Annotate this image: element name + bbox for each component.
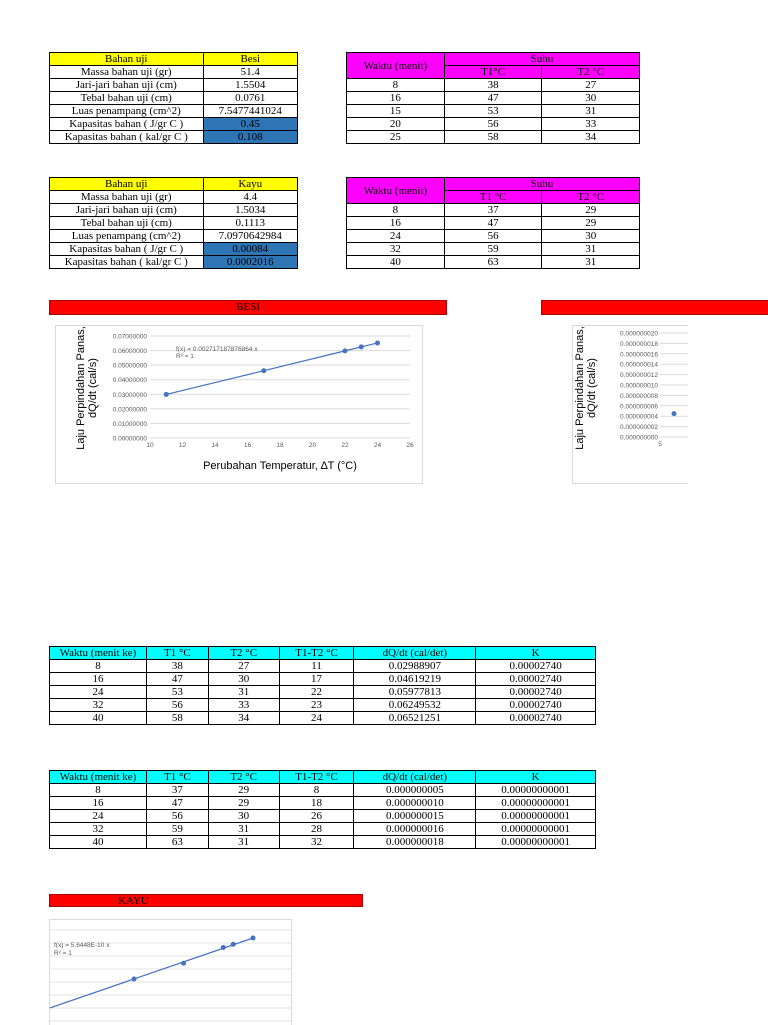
besi-section-bar: BESI <box>49 300 447 315</box>
cell: 59 <box>146 823 208 836</box>
x-tick-label: 12 <box>178 442 187 449</box>
besi-results-table <box>49 646 596 725</box>
table-row <box>50 204 298 217</box>
cell: 30 <box>542 230 640 243</box>
cell: 11 <box>279 660 354 673</box>
y-tick-label: 0.04000000 <box>112 377 147 385</box>
table-row <box>50 66 298 79</box>
table-row <box>50 823 596 836</box>
kayu-temperature-table <box>346 177 640 269</box>
t1-header: T1 °C <box>444 191 542 204</box>
value-cell: 4.4 <box>203 191 298 204</box>
cell: 0.000000018 <box>354 836 476 849</box>
cell: 0.000000016 <box>354 823 476 836</box>
cell: 16 <box>50 797 147 810</box>
cell: 53 <box>146 686 208 699</box>
table-row <box>347 92 640 105</box>
cell: 32 <box>50 823 147 836</box>
header-cell: T2 °C <box>208 647 279 660</box>
cell: 15 <box>347 105 445 118</box>
cell: 40 <box>347 256 445 269</box>
cell: 29 <box>208 797 279 810</box>
y-tick-label: 0.000000004 <box>620 413 658 421</box>
value-cell: 0.0002016 <box>203 256 298 269</box>
x-tick-label: 26 <box>406 442 414 449</box>
table-row <box>50 191 298 204</box>
table-row <box>50 673 596 686</box>
cell: 0.00000000001 <box>476 797 596 810</box>
table-row <box>347 243 640 256</box>
value-cell: 0.108 <box>203 131 298 144</box>
t2-header: T2 °C <box>542 66 640 79</box>
table-row <box>347 105 640 118</box>
y-tick-label: 0.000000010 <box>620 382 658 390</box>
table-row <box>50 686 596 699</box>
table-row <box>50 118 298 131</box>
y-tick-label: 0.02000000 <box>112 406 147 414</box>
y-axis-label-line1: Laju Perpindahan Panas, <box>574 326 586 450</box>
cell: 34 <box>542 131 640 144</box>
x-axis-label: Perubahan Temperatur, ∆T (°C) <box>203 460 357 472</box>
y-tick-label: 0.00000000 <box>112 435 147 443</box>
trendline-equation: f(x) = 5.6448E-10 x <box>54 942 110 949</box>
header-cell: Besi <box>203 53 298 66</box>
data-point <box>343 348 348 353</box>
cell: 24 <box>347 230 445 243</box>
cell: 0.00002740 <box>476 712 596 725</box>
table-header-row <box>50 771 596 784</box>
besi-properties-table <box>49 52 298 144</box>
cell: 0.00002740 <box>476 673 596 686</box>
table-row <box>50 660 596 673</box>
y-tick-label: 0.01000000 <box>112 420 147 428</box>
label-cell: Luas penampang (cm^2) <box>50 230 204 243</box>
label-cell: Kapasitas bahan ( kal/gr C ) <box>50 131 204 144</box>
kayu-chart-svg <box>573 326 688 483</box>
cell: 38 <box>444 79 542 92</box>
cell: 0.000000005 <box>354 784 476 797</box>
x-tick-label: 5 <box>658 441 662 448</box>
besi-results-body <box>50 660 596 725</box>
table-row <box>50 105 298 118</box>
cell: 0.06249532 <box>354 699 476 712</box>
table-row <box>347 118 640 131</box>
cell: 29 <box>542 217 640 230</box>
table-row <box>347 217 640 230</box>
table-row <box>347 131 640 144</box>
table-row <box>50 712 596 725</box>
cell: 37 <box>146 784 208 797</box>
x-tick-label: 16 <box>243 442 252 449</box>
cell: 53 <box>444 105 542 118</box>
x-tick-label: 24 <box>373 442 382 449</box>
label-cell: Massa bahan uji (gr) <box>50 66 204 79</box>
y-tick-label: 0.000000018 <box>620 340 658 348</box>
cell: 0.000000015 <box>354 810 476 823</box>
t2-header: T2 °C <box>542 191 640 204</box>
data-point <box>261 368 266 373</box>
data-point <box>181 961 186 966</box>
value-cell: 0.1113 <box>203 217 298 230</box>
cell: 56 <box>146 810 208 823</box>
y-tick-label: 0.000000000 <box>620 434 658 442</box>
table-header-row <box>347 178 640 191</box>
cell: 8 <box>347 204 445 217</box>
besi-temperature-table <box>346 52 640 144</box>
cell: 22 <box>279 686 354 699</box>
label-cell: Jari-jari bahan uji (cm) <box>50 79 204 92</box>
kayu-chart-cropped <box>572 325 688 484</box>
value-cell: 7.5477441024 <box>203 105 298 118</box>
cell: 31 <box>542 243 640 256</box>
kayu-results-table <box>49 770 596 849</box>
header-cell: K <box>476 771 596 784</box>
x-tick-label: 18 <box>276 442 284 449</box>
kayu-section-bar: KAYU <box>49 894 363 907</box>
cell: 31 <box>208 823 279 836</box>
cell: 0.05977813 <box>354 686 476 699</box>
x-tick-label: 22 <box>341 442 349 449</box>
cell: 56 <box>444 230 542 243</box>
table-row <box>347 204 640 217</box>
cell: 27 <box>542 79 640 92</box>
label-cell: Jari-jari bahan uji (cm) <box>50 204 204 217</box>
value-cell: 0.0761 <box>203 92 298 105</box>
cell: 18 <box>279 797 354 810</box>
label-cell: Kapasitas bahan ( J/gr C ) <box>50 118 204 131</box>
value-cell: 0.45 <box>203 118 298 131</box>
cell: 0.00000000001 <box>476 810 596 823</box>
value-cell: 0.00084 <box>203 243 298 256</box>
cell: 28 <box>279 823 354 836</box>
table-row <box>347 230 640 243</box>
label-cell: Luas penampang (cm^2) <box>50 105 204 118</box>
cell: 8 <box>279 784 354 797</box>
header-cell: Bahan uji <box>50 178 204 191</box>
cell: 0.00000000001 <box>476 784 596 797</box>
cell: 38 <box>146 660 208 673</box>
table-row <box>50 131 298 144</box>
cell: 40 <box>50 836 147 849</box>
cell: 16 <box>347 217 445 230</box>
y-tick-label: 0.000000012 <box>620 372 658 380</box>
kayu-properties-table <box>49 177 298 269</box>
header-cell: T2 °C <box>208 771 279 784</box>
cell: 56 <box>146 699 208 712</box>
cell: 16 <box>347 92 445 105</box>
header-cell: Waktu (menit ke) <box>50 771 147 784</box>
cell: 24 <box>279 712 354 725</box>
cell: 33 <box>542 118 640 131</box>
cell: 29 <box>542 204 640 217</box>
cell: 56 <box>444 118 542 131</box>
cell: 26 <box>279 810 354 823</box>
cell: 0.00002740 <box>476 699 596 712</box>
cell: 47 <box>146 673 208 686</box>
cell: 0.00002740 <box>476 660 596 673</box>
cell: 20 <box>347 118 445 131</box>
header-cell: T1 °C <box>146 647 208 660</box>
data-point <box>251 936 256 941</box>
cell: 8 <box>50 660 147 673</box>
t1-header: T1°C <box>444 66 542 79</box>
waktu-header: Waktu (menit) <box>347 53 445 79</box>
table-row <box>50 797 596 810</box>
y-tick-label: 0.000000020 <box>620 330 658 338</box>
data-point <box>221 945 226 950</box>
table-row <box>50 699 596 712</box>
value-cell: 51.4 <box>203 66 298 79</box>
label-cell: Kapasitas bahan ( J/gr C ) <box>50 243 204 256</box>
table-header-row <box>347 53 640 66</box>
cell: 25 <box>347 131 445 144</box>
table-row <box>50 92 298 105</box>
cell: 31 <box>542 105 640 118</box>
cell: 8 <box>347 79 445 92</box>
y-tick-label: 0.000000016 <box>620 351 658 359</box>
value-cell: 1.5034 <box>203 204 298 217</box>
cell: 30 <box>208 810 279 823</box>
cell: 31 <box>208 836 279 849</box>
y-axis-label-line2: dQ/dt (cal/s) <box>586 358 598 418</box>
y-tick-label: 0.000000006 <box>620 403 658 411</box>
cell: 0.00000000001 <box>476 823 596 836</box>
y-tick-label: 0.05000000 <box>112 362 147 370</box>
table-row <box>50 256 298 269</box>
data-point <box>231 942 236 947</box>
data-point <box>672 411 677 416</box>
y-tick-label: 0.06000000 <box>112 348 147 356</box>
cell: 0.02988907 <box>354 660 476 673</box>
table-header-row <box>50 53 298 66</box>
data-point <box>359 344 364 349</box>
table-row <box>50 230 298 243</box>
data-point <box>164 392 169 397</box>
header-cell: Kayu <box>203 178 298 191</box>
table-header-row <box>50 647 596 660</box>
header-cell: Waktu (menit ke) <box>50 647 147 660</box>
cell: 0.000000010 <box>354 797 476 810</box>
cell: 31 <box>208 686 279 699</box>
y-tick-label: 0.000000014 <box>620 361 658 369</box>
besi-chart-svg <box>56 326 422 483</box>
cell: 47 <box>444 217 542 230</box>
x-tick-label: 14 <box>211 442 219 449</box>
cell: 32 <box>50 699 147 712</box>
y-tick-label: 0.03000000 <box>112 391 147 399</box>
suhu-header: Suhu <box>444 53 639 66</box>
trendline-r2: R² = 1 <box>54 950 72 957</box>
y-tick-label: 0.07000000 <box>112 333 147 341</box>
waktu-header: Waktu (menit) <box>347 178 445 204</box>
table-row <box>50 784 596 797</box>
cell: 37 <box>444 204 542 217</box>
trendline-equation: f(x) = 0.002717187876864 x <box>176 346 258 353</box>
cell: 16 <box>50 673 147 686</box>
header-cell: dQ/dt (cal/det) <box>354 771 476 784</box>
label-cell: Kapasitas bahan ( kal/gr C ) <box>50 256 204 269</box>
cell: 23 <box>279 699 354 712</box>
table-row <box>50 836 596 849</box>
suhu-header: Suhu <box>444 178 639 191</box>
table-row <box>50 810 596 823</box>
cell: 30 <box>542 92 640 105</box>
kayu-results-body <box>50 784 596 849</box>
x-tick-label: 10 <box>146 442 154 449</box>
data-point <box>375 340 380 345</box>
label-cell: Massa bahan uji (gr) <box>50 191 204 204</box>
y-axis-label-line1: Laju Perpindahan Panas, <box>75 326 87 450</box>
besi-chart <box>55 325 423 484</box>
header-cell: T1 °C <box>146 771 208 784</box>
cell: 30 <box>208 673 279 686</box>
x-tick-label: 20 <box>308 442 317 449</box>
cell: 0.00000000001 <box>476 836 596 849</box>
table-header-row <box>50 178 298 191</box>
table-row <box>50 79 298 92</box>
kayu-chart-bottom <box>49 919 292 1025</box>
cell: 24 <box>50 810 147 823</box>
cell: 34 <box>208 712 279 725</box>
y-tick-label: 0.000000002 <box>620 424 658 432</box>
cell: 8 <box>50 784 147 797</box>
trendline-r2: R² = 1 <box>176 353 194 360</box>
cell: 59 <box>444 243 542 256</box>
value-cell: 1.5504 <box>203 79 298 92</box>
table-row <box>347 79 640 92</box>
y-axis-label-line2: dQ/dt (cal/s) <box>87 358 99 418</box>
data-point <box>132 977 137 982</box>
cell: 47 <box>146 797 208 810</box>
cell: 32 <box>347 243 445 256</box>
cell: 47 <box>444 92 542 105</box>
cell: 40 <box>50 712 147 725</box>
cell: 32 <box>279 836 354 849</box>
header-cell: dQ/dt (cal/det) <box>354 647 476 660</box>
table-row <box>50 243 298 256</box>
kayu-section-bar-top <box>541 300 768 315</box>
cell: 63 <box>444 256 542 269</box>
kayu-chart-bottom-svg <box>50 920 291 1025</box>
cell: 63 <box>146 836 208 849</box>
header-cell: T1-T2 °C <box>279 771 354 784</box>
table-row <box>347 256 640 269</box>
cell: 33 <box>208 699 279 712</box>
label-cell: Tebal bahan uji (cm) <box>50 217 204 230</box>
cell: 27 <box>208 660 279 673</box>
cell: 31 <box>542 256 640 269</box>
cell: 0.00002740 <box>476 686 596 699</box>
header-cell: Bahan uji <box>50 53 204 66</box>
header-cell: K <box>476 647 596 660</box>
cell: 17 <box>279 673 354 686</box>
cell: 0.04619219 <box>354 673 476 686</box>
cell: 58 <box>146 712 208 725</box>
y-tick-label: 0.000000008 <box>620 392 658 400</box>
header-cell: T1-T2 °C <box>279 647 354 660</box>
cell: 0.06521251 <box>354 712 476 725</box>
table-row <box>50 217 298 230</box>
cell: 58 <box>444 131 542 144</box>
label-cell: Tebal bahan uji (cm) <box>50 92 204 105</box>
cell: 29 <box>208 784 279 797</box>
cell: 24 <box>50 686 147 699</box>
value-cell: 7.0970642984 <box>203 230 298 243</box>
